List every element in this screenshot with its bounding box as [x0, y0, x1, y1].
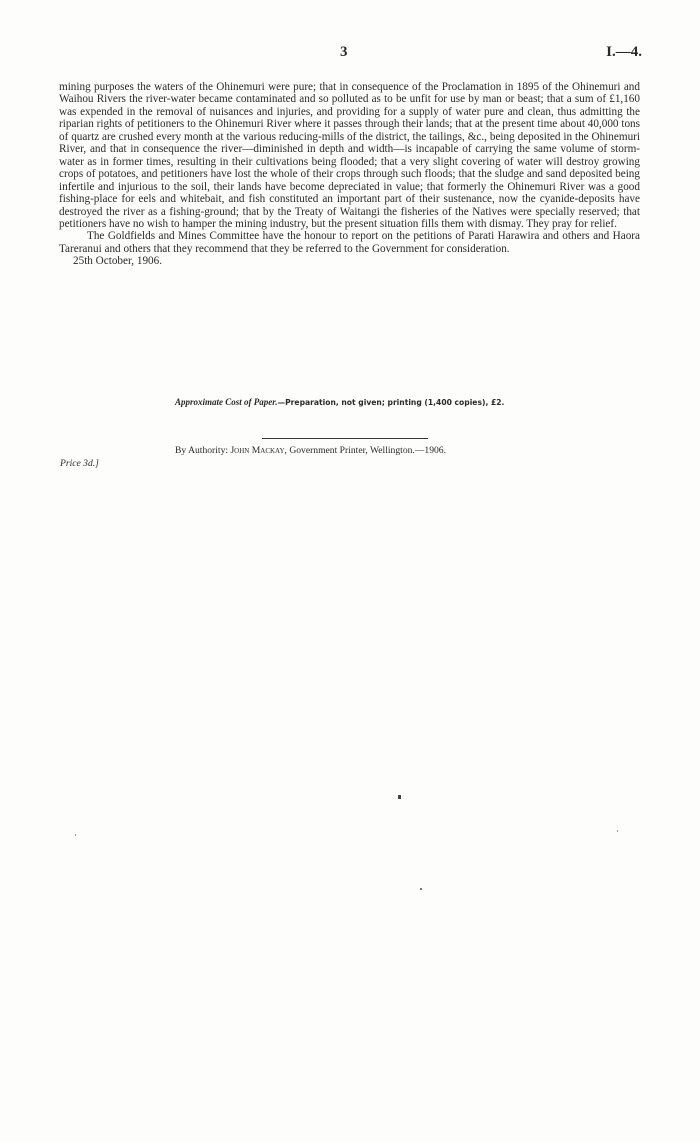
document-reference: I.—4. — [606, 44, 642, 60]
cost-label: Approximate Cost of Paper. — [175, 397, 278, 407]
authority-suffix: , Government Printer, Wellington.—1906. — [284, 445, 446, 456]
scan-speck — [398, 795, 401, 799]
divider-rule — [262, 438, 428, 439]
cost-details: —Preparation, not given; printing (1,400 copies), £2. — [277, 398, 505, 407]
body-text — [59, 81, 640, 268]
scan-speck — [75, 834, 76, 836]
authority-line — [175, 445, 446, 456]
report-date: 25th October, 1906. — [73, 255, 163, 268]
price: Price 3d.] — [60, 458, 99, 469]
authority-prefix: By Authority: — [175, 445, 231, 456]
cost-of-paper — [175, 397, 504, 407]
printer-name: John Mackay — [230, 445, 285, 456]
committee-report-paragraph: The Goldfields and Mines Committee have the honour to report on the petitions of Parati Harawira and others and Haora Tareranui and others that they recommend that they be referred to the Government for consideration. — [59, 230, 640, 255]
petition-paragraph: mining purposes the waters of the Ohinemuri were pure; that in consequence of the Proclamation in 1895 of the Ohinemuri and Waihou Rivers the river-water became contaminated and so polluted as to be unfit for use by man or beast; that a sum of £1,160 was expended in the removal of nuisances and injuries, and providing for a supply of water pure and clean, thus admitting the riparian rights of petitioners to the Ohinemuri River where it passes through their lands; that at the present time about 40,000 tons of quartz are crushed every month at the various reducing-mills of the district, the tailings, &c., being deposited in the Ohinemuri River, and that in consequence the river—diminished in depth and width—is incapable of carrying the same volume of storm-water as in former times, resulting in their cultivations being flooded; that a very slight covering of water will destroy growing crops of potatoes, and petitioners have lost the whole of their crops through such floods; that the sludge and sand deposited being infertile and injurious to the soil, their lands have become depreciated in value; that formerly the Ohinemuri River was a good fishing-place for eels and whitebait, and fish constituted an important part of their sustenance, now the cyanide-deposits have destroyed the river as a fishing-ground; that by the Treaty of Waitangi the fisheries of the Natives were specially reserved; that petitioners have no wish to hamper the mining industry, but the present situation fills them with dismay. They pray for relief. — [59, 81, 640, 230]
scan-speck — [420, 888, 422, 890]
page-number: 3 — [340, 44, 348, 60]
scan-speck — [617, 830, 618, 832]
